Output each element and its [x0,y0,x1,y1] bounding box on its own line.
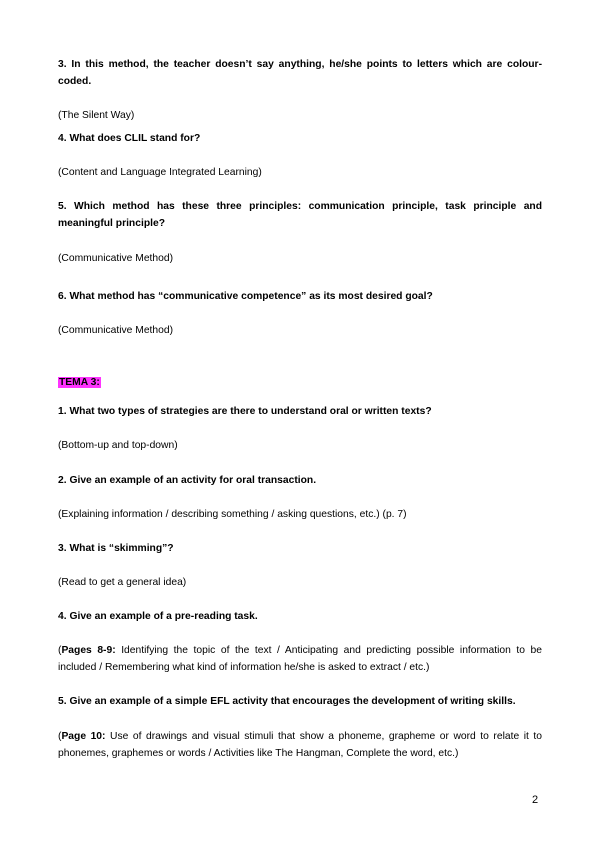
tema3-answer-5-text: Use of drawings and visual stimuli that show a phoneme, grapheme or word to relate it to phonemes, graphemes or words / Activities like The Hangman, Complete the word, etc.) [58,731,542,759]
tema3-question-1: 1. What two types of strategies are there to understand oral or written texts? [58,406,432,417]
tema3-question-3: 3. What is “skimming”? [58,543,174,554]
tema3-answer-5-open: ( [58,731,62,742]
question-5: 5. Which method has these three principles: communication principle, task principle and meaningful principle? [58,201,542,229]
tema3-question-4: 4. Give an example of a pre-reading task. [58,611,258,622]
answer-3: (The Silent Way) [58,110,135,121]
tema3-answer-4-ref: Pages 8-9: [61,645,116,656]
tema3-question-2: 2. Give an example of an activity for oral transaction. [58,475,317,486]
tema3-answer-5-ref: Page 10: [61,731,106,742]
tema3-question-5: 5. Give an example of a simple EFL activity that encourages the development of writing skills. [58,696,516,707]
tema3-answer-5 [58,728,542,762]
section-heading-highlight: TEMA 3: [59,377,100,388]
question-6: 6. What method has “communicative competence” as its most desired goal? [58,291,433,302]
question-3: 3. In this method, the teacher doesn’t say anything, he/she points to letters which are colour-coded. [58,59,542,87]
tema3-answer-1: (Bottom-up and top-down) [58,440,178,451]
tema3-answer-3: (Read to get a general idea) [58,577,187,588]
answer-5: (Communicative Method) [58,253,174,264]
answer-6: (Communicative Method) [58,325,174,336]
section-heading [58,374,542,391]
tema3-answer-4 [58,642,542,676]
page-number: 2 [532,794,539,806]
tema3-answer-4-open: ( [58,645,62,656]
tema3-answer-4-text: Identifying the topic of the text / Anticipating and predicting possible information to be included / Remembering what kind of information he/she is asked to extract / etc.) [58,645,542,673]
tema3-answer-2: (Explaining information / describing something / asking questions, etc.) (p. 7) [58,509,407,520]
question-4: 4. What does CLIL stand for? [58,133,201,144]
answer-4: (Content and Language Integrated Learning) [58,167,262,178]
